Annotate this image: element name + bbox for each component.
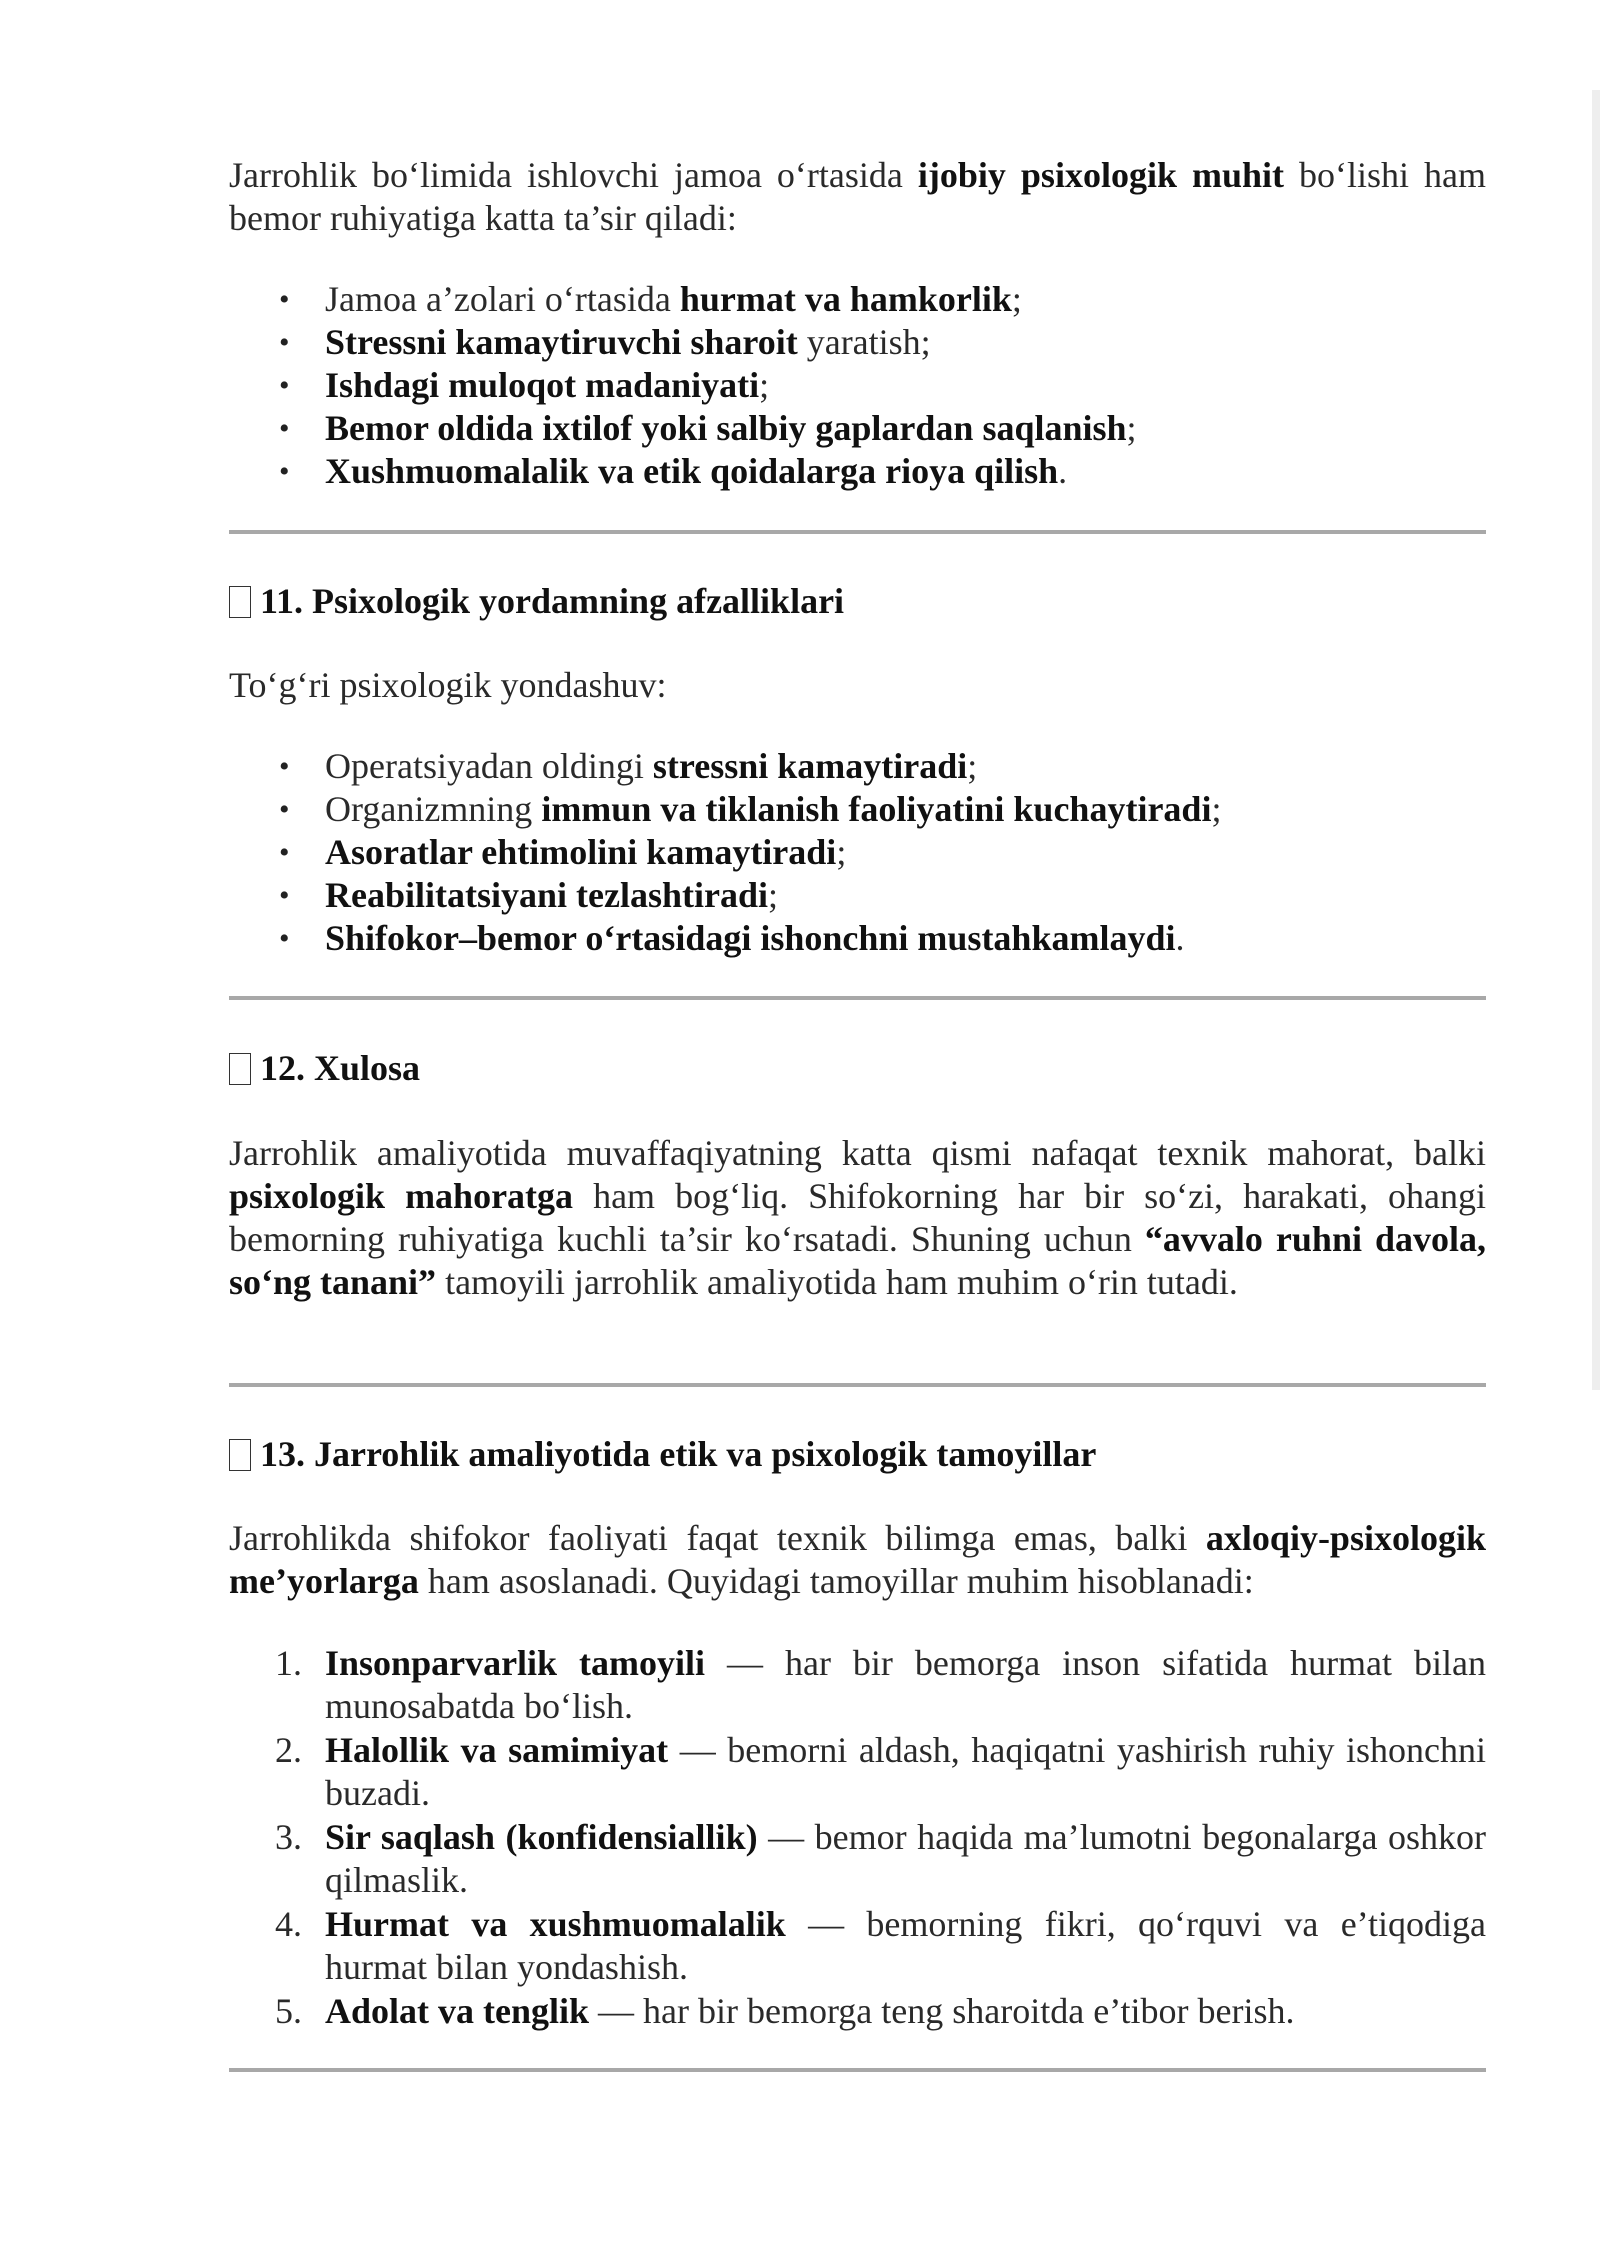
section-12-title — [229, 1047, 1486, 1090]
section-13-heading-block — [229, 1433, 1486, 1476]
missing-glyph-icon — [229, 1053, 251, 1085]
section-11-list-block — [229, 745, 1486, 960]
team-list-block — [229, 278, 1486, 493]
missing-glyph-icon — [229, 1439, 251, 1471]
item-text: Operatsiyadan oldingi — [325, 746, 653, 786]
section-13-paragraph-block — [229, 1517, 1486, 1603]
item-bold-text: Shifokor–bemor o‘rtasidagi ishonchni mustahkamlaydi — [325, 918, 1176, 958]
team-bullet-list — [229, 278, 1486, 493]
item-number: 3. — [275, 1817, 302, 1857]
page-edge-shadow — [1592, 90, 1600, 1390]
missing-glyph-icon — [229, 586, 251, 618]
section-11-bullet-list — [229, 745, 1486, 960]
item-text-end: ; — [836, 832, 847, 872]
item-bold-text: Bemor oldida ixtilof yoki salbiy gaplardan saqlanish — [325, 408, 1127, 448]
section-13-paragraph — [229, 1517, 1486, 1603]
item-text: — bemorni aldash, haqiqatni yashirish ruhiy ishonchni buzadi. — [325, 1730, 1487, 1813]
section-12-paragraph — [229, 1132, 1486, 1304]
list-item — [229, 1990, 1486, 2033]
section-divider — [229, 2068, 1486, 2072]
section-11-lead: To‘g‘ri psixologik yondashuv: — [229, 665, 667, 705]
item-text-end: ; — [967, 746, 978, 786]
section-12-heading-block — [229, 1047, 1486, 1090]
item-text-end: yaratish; — [797, 322, 931, 362]
section-11-title-text: 11. Psixologik yordamning afzalliklari — [260, 581, 845, 621]
item-bold-text: Asoratlar ehtimolini kamaytiradi — [325, 832, 837, 872]
intro-bold-text: ijobiy psixologik muhit — [917, 155, 1284, 195]
item-bold-text: Adolat va tenglik — [325, 1991, 590, 2031]
item-text: Organizmning — [325, 789, 542, 829]
paragraph-bold-quote: “avvalo ruhni davola, so‘ng tanani” — [229, 1219, 1486, 1302]
section-11-heading-block — [229, 580, 1486, 623]
item-text-end: ; — [759, 365, 770, 405]
item-bold-text: Xushmuomalalik va etik qoidalarga rioya qilish — [325, 451, 1059, 491]
item-text: — har bir bemorga inson sifatida hurmat bilan munosabatda bo‘lish. — [325, 1643, 1486, 1726]
item-bold-text: Hurmat va xushmuomalalik — [325, 1904, 786, 1944]
item-bold-text: stressni kamaytiradi — [652, 746, 968, 786]
list-item — [229, 407, 1486, 450]
list-item — [229, 788, 1486, 831]
section-divider — [229, 530, 1486, 534]
list-item — [229, 450, 1486, 493]
item-bold-text: Sir saqlash (konfidensiallik) — [325, 1817, 758, 1857]
item-text-end: . — [1175, 918, 1185, 958]
intro-paragraph — [229, 154, 1486, 240]
item-bold-text: immun va tiklanish faoliyatini kuchaytiradi — [541, 789, 1212, 829]
item-bold-text: Halollik va samimiyat — [325, 1730, 669, 1770]
item-text-end: ; — [1011, 279, 1022, 319]
section-divider — [229, 1383, 1486, 1387]
paragraph-text: Jarrohlik amaliyotida muvaffaqiyatning katta qismi nafaqat texnik mahorat, balki — [229, 1133, 1486, 1173]
item-bold-text: Insonparvarlik tamoyili — [325, 1643, 706, 1683]
item-text: — bemor haqida ma’lumotni begonalarga oshkor qilmaslik. — [325, 1817, 1486, 1900]
principles-numbered-list — [229, 1642, 1486, 2033]
item-text-end: ; — [1126, 408, 1137, 448]
list-item — [229, 831, 1486, 874]
item-text-end: ; — [768, 875, 779, 915]
item-text: Jamoa a’zolari o‘rtasida — [325, 279, 680, 319]
item-number: 2. — [275, 1730, 302, 1770]
list-item — [229, 278, 1486, 321]
item-bold-text: hurmat va hamkorlik — [679, 279, 1012, 319]
section-12-title-text: 12. Xulosa — [260, 1048, 421, 1088]
section-12-paragraph-block — [229, 1132, 1486, 1304]
list-item — [229, 1903, 1486, 1989]
section-13-list-block — [229, 1642, 1486, 2034]
list-item — [229, 745, 1486, 788]
intro-text-end: bo‘lishi ham bemor ruhiyatiga katta ta’sir qiladi: — [229, 155, 1486, 238]
paragraph-text: ham asoslanadi. Quyidagi tamoyillar muhim hisoblanadi: — [418, 1561, 1254, 1601]
paragraph-text: Jarrohlikda shifokor faoliyati faqat texnik bilimga emas, balki — [229, 1518, 1206, 1558]
intro-paragraph-block — [229, 154, 1486, 240]
list-item — [229, 321, 1486, 364]
section-13-title — [229, 1433, 1486, 1476]
item-text: — har bir bemorga teng sharoitda e’tibor berish. — [589, 1991, 1295, 2031]
paragraph-text: ham bog‘liq. Shifokorning har bir so‘zi, harakati, ohangi bemorning ruhiyatiga kuchli ta’sir ko‘rsatadi. Shuning uchun — [229, 1176, 1486, 1259]
list-item — [229, 1642, 1486, 1728]
item-text-end: . — [1058, 451, 1068, 491]
item-text-end: ; — [1211, 789, 1222, 829]
section-11-lead-block — [229, 664, 1486, 707]
paragraph-bold-text: axloqiy-psixologik me’yorlarga — [229, 1518, 1486, 1601]
paragraph-text: tamoyili jarrohlik amaliyotida ham muhim o‘rin tutadi. — [436, 1262, 1238, 1302]
list-item — [229, 364, 1486, 407]
item-text: — bemorning fikri, qo‘rquvi va e’tiqodiga hurmat bilan yondashish. — [325, 1904, 1486, 1987]
list-item — [229, 874, 1486, 917]
list-item — [229, 1729, 1486, 1815]
item-bold-text: Ishdagi muloqot madaniyati — [325, 365, 760, 405]
item-bold-text: Reabilitatsiyani tezlashtiradi — [325, 875, 768, 915]
item-number: 5. — [275, 1991, 302, 2031]
intro-text: Jarrohlik bo‘limida ishlovchi jamoa o‘rtasida — [229, 155, 918, 195]
item-number: 4. — [275, 1904, 302, 1944]
section-divider — [229, 996, 1486, 1000]
section-13-title-text: 13. Jarrohlik amaliyotida etik va psixologik tamoyillar — [260, 1434, 1097, 1474]
item-number: 1. — [275, 1643, 302, 1683]
list-item — [229, 917, 1486, 960]
section-11-title — [229, 580, 1486, 623]
paragraph-bold-text: psixologik mahoratga — [229, 1176, 574, 1216]
item-bold-text: Stressni kamaytiruvchi sharoit — [325, 322, 798, 362]
list-item — [229, 1816, 1486, 1902]
